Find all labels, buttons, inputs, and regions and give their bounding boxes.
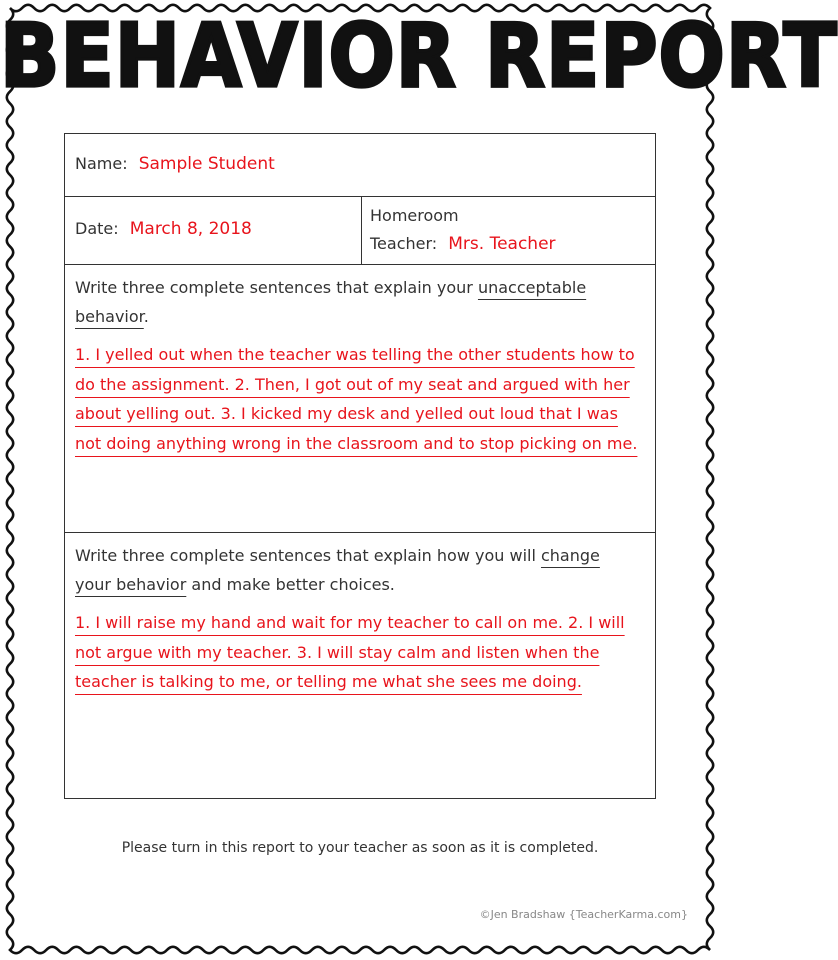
date-label: Date: xyxy=(75,219,119,238)
footer-instruction: Please turn in this report to your teacher as soon as it is completed. xyxy=(121,840,599,856)
prompt-underlined-text: unacceptable behavior xyxy=(75,278,587,326)
prompt-underlined-text: change your behavior xyxy=(75,546,600,594)
homeroom-label: Homeroom xyxy=(370,206,459,225)
report-form xyxy=(64,133,656,799)
name-field xyxy=(75,154,275,174)
name-row xyxy=(65,134,655,197)
behavior-section xyxy=(65,265,655,533)
teacher-field xyxy=(370,234,556,254)
date-teacher-divider xyxy=(361,197,362,264)
date-row xyxy=(65,197,655,265)
name-value: Sample Student xyxy=(138,154,275,174)
teacher-value: Mrs. Teacher xyxy=(448,234,556,254)
behavior-answer: 1. I yelled out when the teacher was telling the other students how to do the assignment. 2. Then, I got out of my seat and argued with her about yelling out. 3. I kicked my desk and yelled out loud that I was not doing anything wrong in the classroom and to stop picking on me. xyxy=(75,345,638,453)
change-prompt: Write three complete sentences that explain how you will change your behavior and make better choices. xyxy=(75,546,600,594)
teacher-label: Teacher: xyxy=(370,234,438,253)
name-label: Name: xyxy=(75,154,128,173)
date-field xyxy=(75,219,252,239)
behavior-prompt: Write three complete sentences that explain your unacceptable behavior. xyxy=(75,278,587,326)
copyright-credit: ©Jen Bradshaw {TeacherKarma.com} xyxy=(479,908,688,921)
change-section xyxy=(65,533,655,798)
change-answer: 1. I will raise my hand and wait for my teacher to call on me. 2. I will not argue with my teacher. 3. I will stay calm and listen when the teacher is talking to me, or telling me what she sees me doing. xyxy=(75,613,625,691)
page-title: BEHAVIOR REPORT xyxy=(0,6,838,108)
date-value: March 8, 2018 xyxy=(129,219,252,239)
